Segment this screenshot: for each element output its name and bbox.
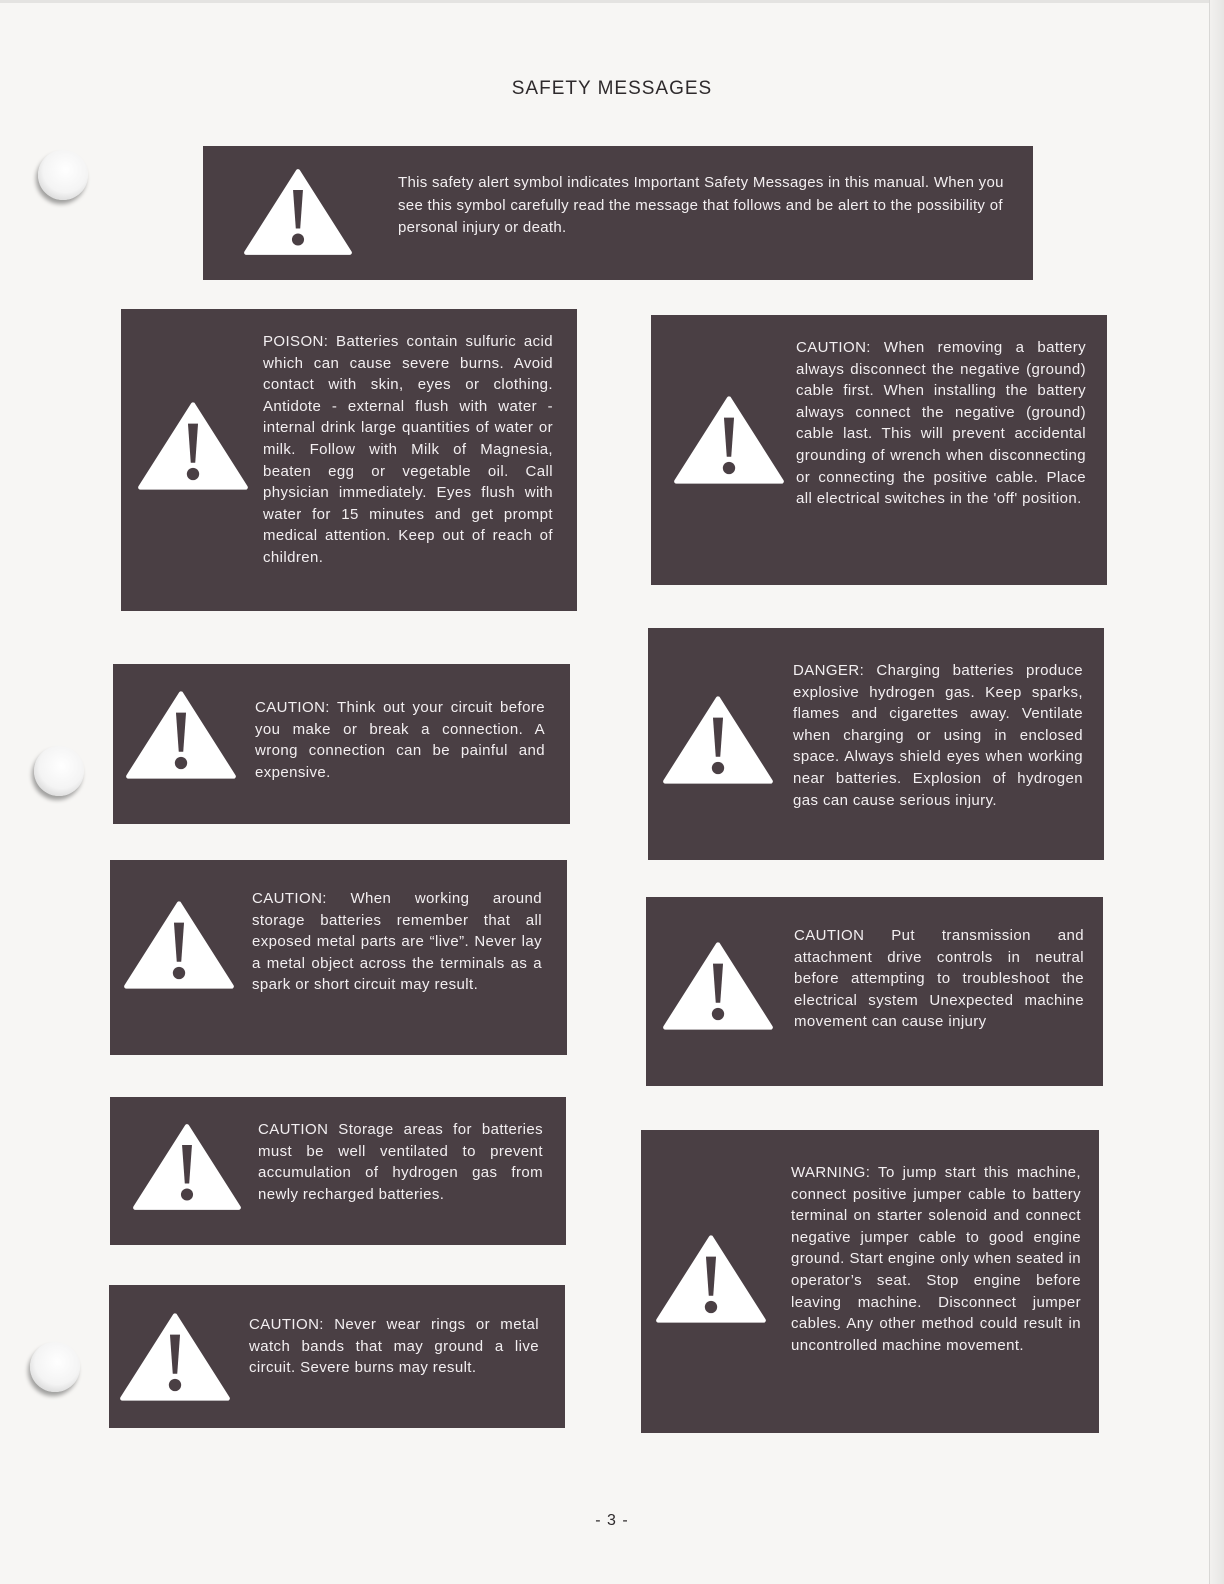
binder-hole-bottom [30, 1342, 80, 1392]
page-top-edge [0, 0, 1224, 3]
caution-circuit-panel [113, 664, 570, 824]
page-right-edge [1209, 0, 1224, 1584]
binder-hole-top [38, 150, 88, 200]
caution-live-panel [110, 860, 567, 1055]
poison-panel [121, 309, 577, 611]
caution-storage-panel [110, 1097, 566, 1245]
safety-alert-triangle-icon [655, 1234, 767, 1324]
poison-message: POISON: Batteries contain sulfuric acid which can cause severe burns. Avoid contact with skin, eyes or clothing. Antidote - external flush with water - internal drink large quantities of water or milk. Follow with Milk of Magnesia, beaten egg or vegetable oil. Call physician immediately. Eyes flush with water for 15 minutes and get prompt medical attention. Keep out of reach of children. [263, 333, 553, 566]
danger-hydrogen-panel [648, 628, 1104, 860]
safety-alert-triangle-icon [125, 690, 237, 780]
safety-alert-triangle-icon [123, 900, 235, 990]
caution-removing-battery-panel [651, 315, 1107, 585]
warning-jump-start-message: WARNING: To jump start this machine, connect positive jumper cable to battery terminal on starter solenoid and connect negative jumper cable to good engine ground. Start engine only when seated in operator’s seat. Stop engine before leaving machine. Disconnect jumper cables. Any other method could result in uncontrolled machine movement. [791, 1164, 1081, 1354]
intro-text: This safety alert symbol indicates Important Safety Messages in this manual. When you see this symbol carefully read the message that follows and be alert to the possibility of personal injury or death. [398, 174, 1004, 236]
safety-alert-triangle-icon [137, 401, 249, 491]
page-number: - 3 - [595, 1512, 629, 1529]
safety-alert-triangle-icon [662, 695, 774, 785]
caution-storage-message: CAUTION Storage areas for batteries must be well ventilated to prevent accumulation of hydrogen gas from newly recharged batteries. [258, 1121, 543, 1203]
page-title: SAFETY MESSAGES [511, 78, 713, 99]
caution-removing-battery-message: CAUTION: When removing a battery always disconnect the negative (ground) cable first. When installing the battery always connect the negative (ground) cable last. This will prevent accidental grounding of wrench when disconnecting or connecting the positive cable. Place all electrical switches in the 'off' position. [796, 339, 1086, 508]
safety-alert-triangle-icon [132, 1123, 242, 1211]
caution-transmission-panel [646, 897, 1103, 1086]
warning-jump-start-panel [641, 1130, 1099, 1433]
safety-alert-triangle-icon [119, 1312, 231, 1402]
danger-hydrogen-message: DANGER: Charging batteries produce explosive hydrogen gas. Keep sparks, flames and cigarettes away. Ventilate when charging or using in enclosed space. Always shield eyes when working near batteries. Explosion of hydrogen gas can cause serious injury. [793, 662, 1083, 809]
intro-panel [203, 146, 1033, 280]
safety-alert-triangle-icon [243, 168, 353, 256]
caution-transmission-message: CAUTION Put transmission and attachment drive controls in neutral before attempting to troubleshoot the electrical system Unexpected machine movement can cause injury [794, 927, 1084, 1031]
caution-rings-panel [109, 1285, 565, 1428]
safety-alert-triangle-icon [673, 395, 785, 485]
caution-rings-message: CAUTION: Never wear rings or metal watch bands that may ground a live circuit. Severe burns may result. [249, 1316, 539, 1377]
safety-alert-triangle-icon [662, 941, 774, 1031]
binder-hole-middle [34, 746, 84, 796]
caution-circuit-message: CAUTION: Think out your circuit before you make or break a connection. A wrong connection can be painful and expensive. [255, 699, 545, 781]
caution-live-message: CAUTION: When working around storage batteries remember that all exposed metal parts are “live”. Never lay a metal object across the terminals as a spark or short circuit may result. [252, 890, 542, 994]
